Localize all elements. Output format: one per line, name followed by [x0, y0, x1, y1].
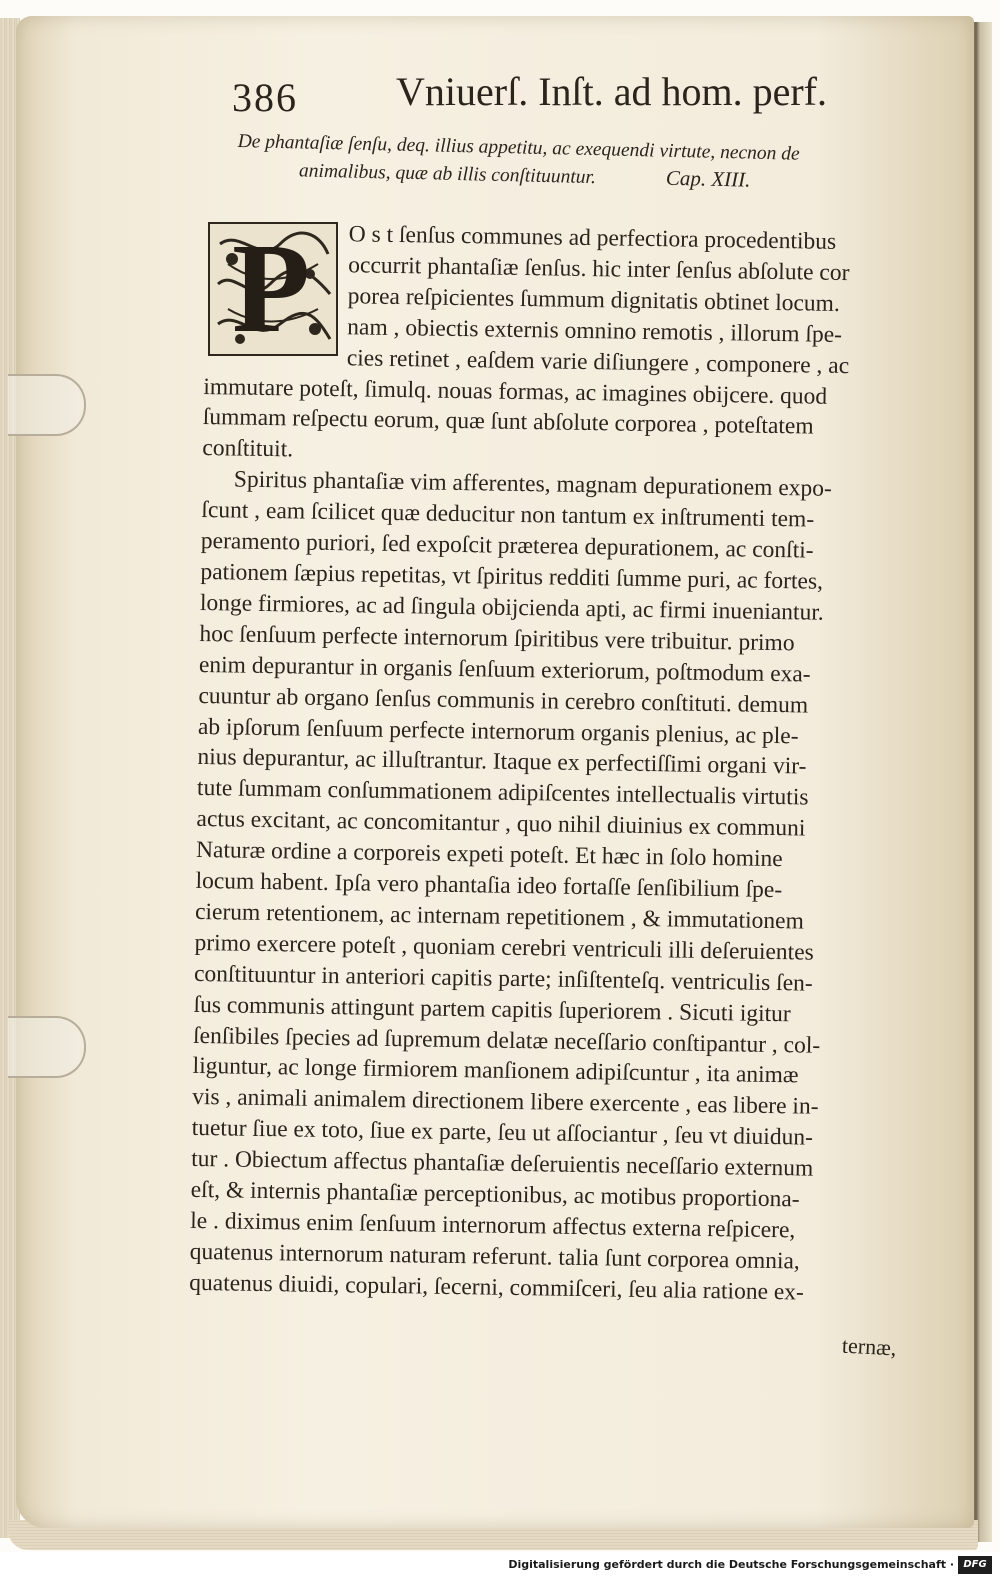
text-line: tuetur ſiue ex toto, ſiue ex parte, ſeu ut aſſociantur , ſeu vt diuidun-: [191, 1115, 814, 1151]
text-line: conſtituuntur in anteriori capitis parte; inſiſtenteſq. ventriculis ſen-: [193, 960, 813, 997]
text-line: ſus communis attingunt partem capitis ſuperiorem . Sicuti igitur: [193, 991, 791, 1027]
initial-letter: P: [232, 217, 311, 359]
text-line: peramento puriori, ſed expoſcit præterea depurationem, ac conſti-: [200, 528, 814, 564]
text-line: primo exercere poteſt , quoniam cerebri ventriculi illi deſeruientes: [194, 929, 814, 966]
text-line: immutare poteſt, ſimulq. nouas formas, ac imagines obijcere. quod: [203, 373, 828, 410]
text-line: Spiritus phantaſiæ vim afferentes, magnam depurationem expo-: [233, 466, 833, 503]
page-number: 386: [232, 75, 298, 120]
text-line: ſummam reſpectu eorum, quæ ſunt abſolute corporea , poteſtatem: [202, 404, 814, 441]
text-line: cies retinet , eaſdem varie diſiungere , componere , ac: [346, 344, 850, 379]
text-line: vis , animali animalem directionem libere exercente , eas libere in-: [191, 1084, 819, 1121]
page-clamp-bottom: [8, 1016, 86, 1078]
text-line: porea reſpicientes ſummum dignitatis obtinet locum.: [347, 283, 841, 317]
text-line: O s t ſenſus communes ad perfectiora procedentibus: [348, 221, 837, 255]
text-line: occurrit phantaſiæ ſenſus. hic inter ſenſus abſolute cor: [348, 252, 850, 287]
text-line: conſtituit.: [202, 435, 294, 463]
text-line: enim depurantur in organis ſenſuum exteriorum, poſtmodum exa-: [198, 651, 811, 688]
text-line: nius depurantur, ac illuſtrantur. Itaque ex perfectiſſimi organi vir-: [197, 744, 807, 780]
text-line: ſcunt , eam ſcilicet quæ deducitur non tantum ex inſtrumenti tem-: [201, 497, 815, 533]
text-line: pationem ſæpius repetitas, vt ſpiritus redditi ſumme puri, ac fortes,: [200, 558, 824, 595]
text-line: eſt, & internis phantaſiæ perceptionibus, ac motibus proportiona-: [190, 1176, 800, 1213]
text-line: longe firmiores, ac ad ſingula obijcienda apti, ac firmi inueniantur.: [199, 589, 824, 626]
running-head: Vniuerſ. Inſt. ad hom. perf.: [396, 69, 827, 114]
text-line: nam , obiectis externis omnino remotis , illorum ſpe-: [347, 313, 843, 348]
text-line: tute ſummam conſummationem adipiſcentes intellectualis virtutis: [196, 775, 809, 811]
text-line: tur . Obiectum affectus phantaſiæ deſeruientis neceſſario externum: [190, 1146, 814, 1182]
text-line: Naturæ ordine a corporeis expeti poteſt. Et hæc in ſolo homine: [195, 837, 783, 873]
text-line: cierum retentionem, ac internam repetitionem , & immutationem: [194, 898, 805, 935]
text-line: liguntur, ac longe firmiorem manſionem adipiſcuntur , ita animæ: [192, 1053, 799, 1089]
text-line: locum habent. Ipſa vero phantaſia ideo fortaſſe ſenſibilium ſpe-: [195, 867, 783, 904]
body-text: [189, 217, 946, 1310]
funding-credit: Digitalisierung gefördert durch die Deutsche Forschungsgemeinschaft ·: [508, 1558, 954, 1571]
text-line: ſenſibiles ſpecies ad ſupremum delatæ neceſſario conſtipantur , col-: [192, 1022, 821, 1059]
text-line: cuuntur ab organo ſenſus communis in cerebro conſtituti. demum: [198, 682, 809, 719]
page-clamp-top: [8, 374, 86, 436]
text-line: le . diximus enim ſenſuum internorum affectus externa reſpicere,: [190, 1207, 796, 1244]
text-line: ab ipſorum ſenſuum perfecte internorum organis plenius, ac ple-: [197, 713, 799, 749]
chapter-title-line-1: De phantaſiæ ſenſu, deq. illius appetitu, ac exequendi virtute, necnon de: [237, 130, 800, 165]
footer-bar: [0, 1552, 1000, 1582]
text-line: quatenus diuidi, copulari, ſecerni, commiſceri, ſeu alia ratione ex-: [189, 1269, 805, 1306]
text-line: actus excitant, ac concomitantur , quo nihil diuinius ex communi: [196, 806, 806, 842]
catchword: ternæ,: [841, 1332, 898, 1361]
chapter-title-text-2: animalibus, quæ ab illis conſtituuntur.: [298, 160, 597, 189]
chapter-number: Cap. XIII.: [665, 165, 751, 192]
dfg-logo: DFG: [958, 1556, 992, 1574]
text-line: hoc ſenſuum perfecte internorum ſpiritibus vere tribuitur. primo: [199, 620, 795, 657]
text-line: quatenus internorum naturam referunt. talia ſunt corporea omnia,: [189, 1238, 801, 1275]
